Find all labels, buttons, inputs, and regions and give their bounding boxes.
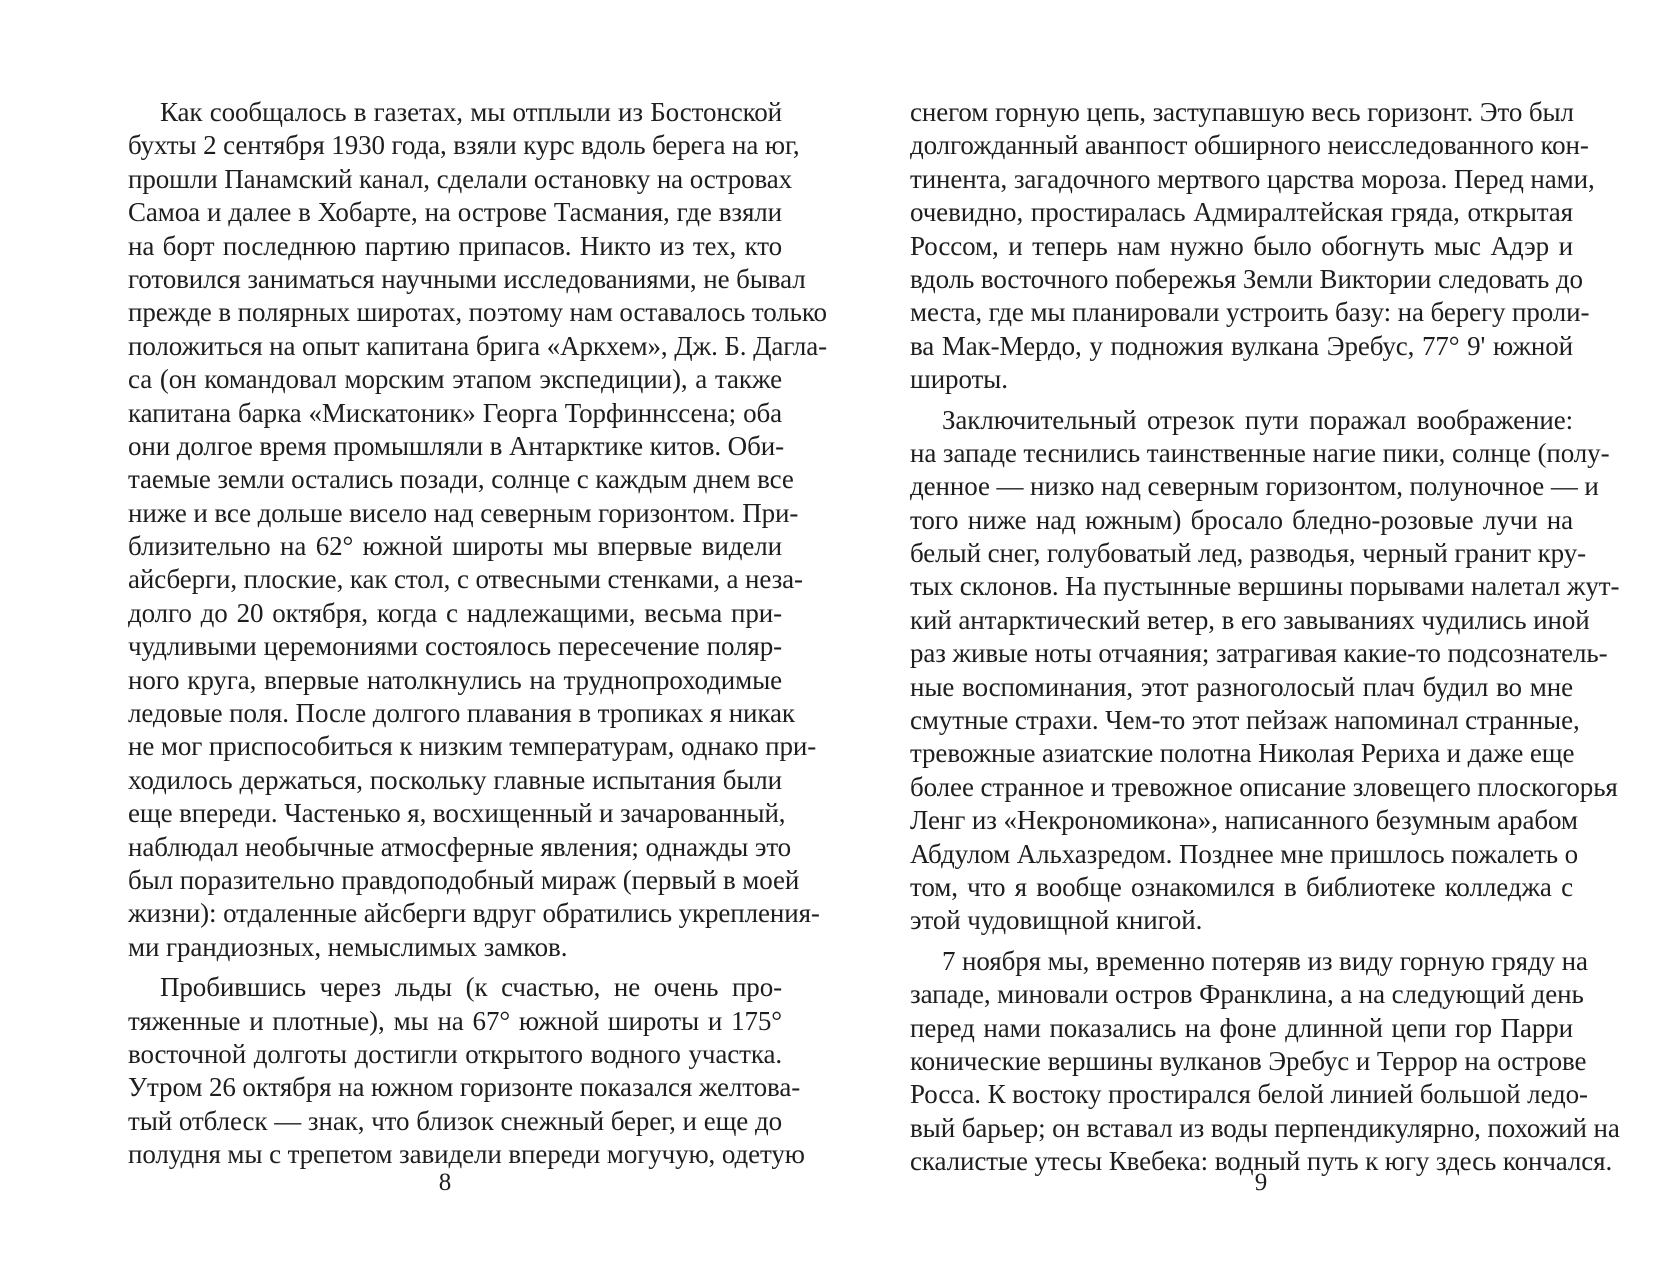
text-line: ва Мак-Мердо, у подножия вулкана Эребус, 77° 9' южной [910, 330, 1573, 361]
left-paragraph-2 [128, 971, 805, 1171]
text-line: очевидно, простиралась Адмиралтейская гряда, открытая [910, 197, 1573, 228]
text-line: Росса. К востоку простирался белой линией большой ледо- [910, 1079, 1588, 1110]
text-line: айсберги, плоские, как стол, с отвесными стенками, а неза- [128, 564, 803, 595]
text-line: том, что я вообще ознакомился в библиотеке колледжа с [910, 871, 1573, 902]
text-line: тых склонов. На пустынные вершины порывами налетал жут- [910, 571, 1620, 602]
text-line: Как сообщалось в газетах, мы отплыли из Бостонской [160, 97, 782, 127]
right-paragraph-1 [910, 96, 1595, 397]
text-line: более странное и тревожное описание зловещего плоскогорья [910, 771, 1618, 802]
left-paragraph-1 [128, 96, 828, 964]
text-line: близительно на 62° южной широты мы впервые видели [128, 531, 782, 562]
text-line: денное — низко над северным горизонтом, полуночное — и [910, 471, 1599, 502]
text-line: ходилось держаться, поскольку главные испытания были [128, 764, 782, 795]
text-line: этой чудовищной книгой. [910, 905, 1203, 936]
right-page [831, 0, 1663, 1276]
text-line: ми грандиозных, немыслимых замков. [128, 931, 568, 962]
text-line: бухты 2 сентября 1930 года, взяли курс вдоль берега на юг, [128, 130, 800, 161]
text-line: восточной долготы достигли открытого водного участка. [128, 1038, 782, 1069]
text-line: тый отблеск — знак, что близок снежный берег, и еще до [128, 1105, 782, 1136]
text-line: Заключительный отрезок пути поражал воображение: [942, 404, 1573, 435]
text-line: конические вершины вулканов Эребус и Террор на острове [910, 1045, 1587, 1076]
text-line: белый снег, голубоватый лед, разводья, черный гранит кру- [910, 538, 1586, 569]
text-line: вдоль восточного побережья Земли Виктории следовать до [910, 263, 1583, 294]
text-line: ного круга, впервые натолкнулись на труднопроходимые [128, 664, 782, 695]
text-line: долго до 20 октября, когда с надлежащими, весьма при- [128, 597, 782, 628]
right-page-text [910, 96, 1620, 1186]
text-line: был поразительно правдоподобный мираж (первый в моей [128, 864, 800, 895]
text-line: долгожданный аванпост обширного неисследованного кон- [910, 130, 1589, 161]
text-line: тяженные и плотные), мы на 67° южной широты и 175° [128, 1005, 782, 1036]
text-line: полудня мы с трепетом завидели впереди могучую, одетую [128, 1139, 805, 1170]
text-line: ниже и все дольше висело над северным горизонтом. При- [128, 497, 799, 528]
text-line: того ниже над южным) бросало бледно-розовые лучи на [910, 504, 1573, 535]
text-line: капитана барка «Мискатоник» Георга Торфиннссена; оба [128, 397, 782, 428]
text-line: Россом, и теперь нам нужно было обогнуть мыс Адэр и [910, 230, 1573, 261]
page-number: 9 [1254, 1169, 1268, 1196]
text-line: 7 ноября мы, временно потеряв из виду горную гряду на [942, 945, 1588, 976]
text-line: ледовые поля. После долгого плавания в тропиках я никак [128, 698, 795, 729]
text-line: места, где мы планировали устроить базу: на берегу проли- [910, 297, 1590, 328]
text-line: кий антарктический ветер, в его завываниях чудились иной [910, 604, 1590, 635]
text-line: скалистые утесы Квебека: водный путь к югу здесь кончался. [910, 1146, 1613, 1177]
text-line: таемые земли остались позади, солнце с каждым днем все [128, 464, 794, 495]
text-line: положиться на опыт капитана брига «Аркхем», Дж. Б. Дагла- [128, 330, 828, 361]
text-line: Абдулом Альхазредом. Позднее мне пришлось пожалеть о [910, 838, 1579, 869]
text-line: западе, миновали остров Франклина, а на следующий день [910, 979, 1584, 1010]
text-line: на борт последнюю партию припасов. Никто из тех, кто [128, 230, 782, 261]
left-page [0, 0, 831, 1276]
text-line: раз живые ноты отчаяния; затрагивая какие-то подсознатель- [910, 638, 1608, 669]
text-line: не мог приспособиться к низким температурам, однако при- [128, 731, 817, 762]
text-line: Самоа и далее в Хобарте, на острове Тасмания, где взяли [128, 197, 782, 228]
text-line: Утром 26 октября на южном горизонте показался желтова- [128, 1072, 801, 1103]
page-number: 8 [438, 1169, 452, 1196]
text-line: ные воспоминания, этот разноголосый плач будил во мне [910, 671, 1573, 702]
text-line: Ленг из «Некрономикона», написанного безумным арабом [910, 805, 1578, 836]
text-line: перед нами показались на фоне длинной цепи гор Парри [910, 1012, 1573, 1043]
left-page-text [128, 96, 828, 1179]
text-line: Пробившись через льды (к счастью, не очень про- [160, 972, 782, 1003]
text-line: прежде в полярных широтах, поэтому нам оставалось только [128, 297, 827, 328]
text-line: снегом горную цепь, заступавшую весь горизонт. Это был [910, 97, 1574, 127]
text-line: наблюдал необычные атмосферные явления; однажды это [128, 831, 792, 862]
text-line: прошли Панамский канал, сделали остановку на островах [128, 163, 793, 194]
right-paragraph-3 [910, 945, 1620, 1179]
text-line: готовился заниматься научными исследованиями, не бывал [128, 263, 806, 294]
text-line: они долгое время промышляли в Антарктике китов. Оби- [128, 430, 784, 461]
text-line: тинента, загадочного мертвого царства мороза. Перед нами, [910, 163, 1595, 194]
text-line: смутные страхи. Чем-то этот пейзаж напоминал странные, [910, 705, 1580, 736]
text-line: вый барьер; он вставал из воды перпендикулярно, похожий на [910, 1112, 1620, 1143]
text-line: тревожные азиатские полотна Николая Рериха и даже еще [910, 738, 1575, 769]
text-line: са (он командовал морским этапом экспедиции), а также [128, 364, 782, 395]
text-line: еще впереди. Частенько я, восхищенный и зачарованный, [128, 798, 786, 829]
text-line: жизни): отдаленные айсберги вдруг обратились укрепления- [128, 898, 820, 929]
text-line: на западе теснились таинственные нагие пики, солнце (полу- [910, 437, 1610, 468]
right-paragraph-2 [910, 404, 1620, 938]
text-line: широты. [910, 364, 1008, 395]
text-line: чудливыми церемониями состоялось пересечение поляр- [128, 631, 782, 662]
